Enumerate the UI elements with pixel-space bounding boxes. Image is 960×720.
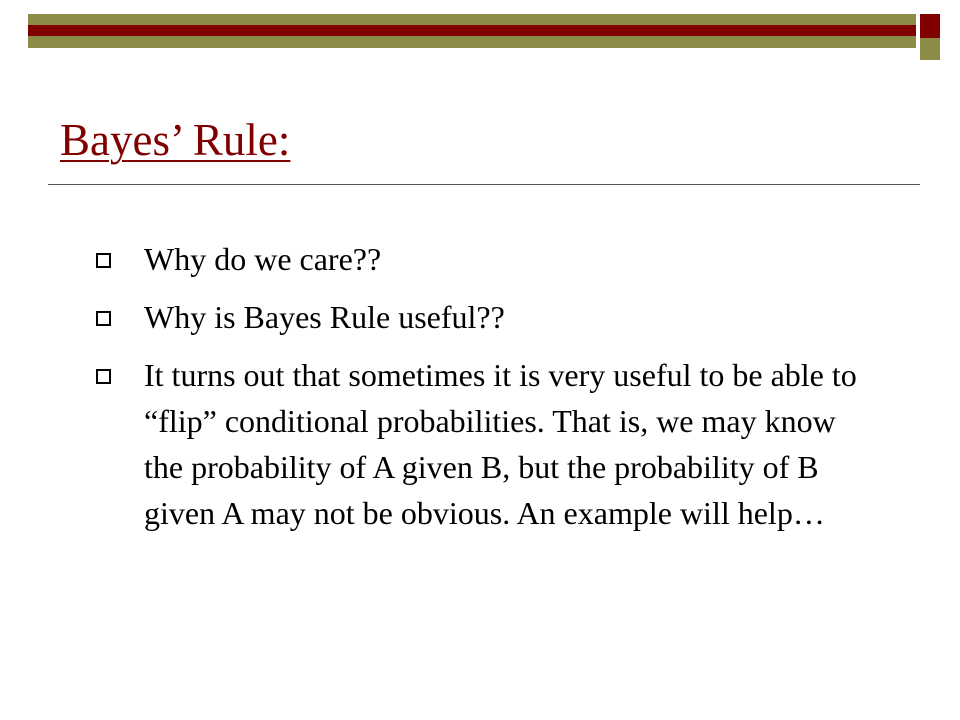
corner-block-maroon: [920, 14, 940, 38]
top-bar-olive-stripe-lower: [28, 36, 916, 48]
bullet-text: It turns out that sometimes it is very useful to be able to “flip” conditional probabilities. That is, we may know the probability of A given B, but the probability of B given A may not be obvious. An example will help…: [144, 357, 857, 531]
bullet-list: [96, 236, 876, 548]
hollow-square-bullet-icon: [96, 253, 111, 268]
top-bar-maroon-stripe: [28, 25, 916, 36]
top-decorative-bar: [28, 14, 916, 48]
bullet-item: [96, 352, 876, 536]
slide-title: Bayes’ Rule:: [60, 115, 291, 165]
corner-block-olive: [920, 38, 940, 60]
title-divider: [48, 184, 920, 185]
bullet-item: [96, 236, 876, 282]
hollow-square-bullet-icon: [96, 311, 111, 326]
bullet-item: [96, 294, 876, 340]
bullet-text: Why is Bayes Rule useful??: [144, 299, 505, 335]
top-bar-olive-stripe: [28, 14, 916, 25]
hollow-square-bullet-icon: [96, 369, 111, 384]
bullet-text: Why do we care??: [144, 241, 382, 277]
